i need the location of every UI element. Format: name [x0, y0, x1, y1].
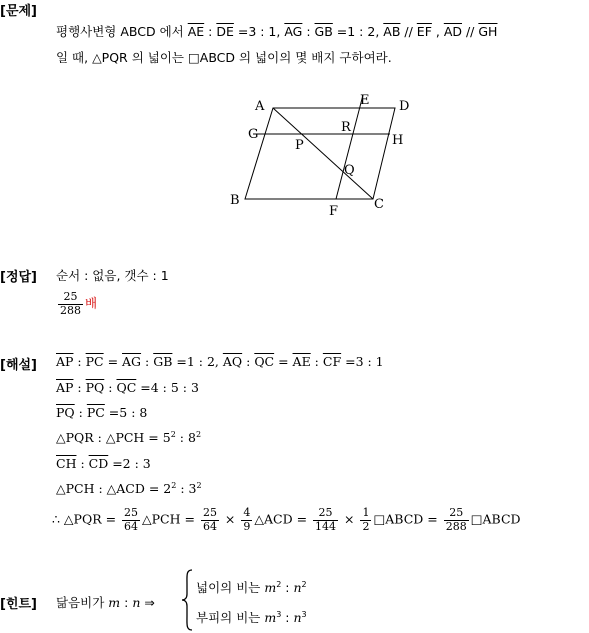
- answer-label: [정답]: [0, 270, 37, 285]
- answer-unit: 배: [85, 295, 98, 311]
- hint-label: [힌트]: [0, 597, 37, 612]
- explanation-line-1: $\overline{AP}$ : $\overline{PC} = \overline{AG}$ : $\overline{GB} =1$ : 2, $\overline{AQ}$ : $\overline{QC} = \overline{AE}$ : $\overline{CF} =3$ : 1: [56, 354, 384, 369]
- problem-line1: 평행사변형 ABCD 에서 $\overline{AE}$ : $\overline{DE} =3$ : 1, $\overline{AG}$ : $\overline{GB} =1$ : 2, $\overline{AB} // \overline{EF}$ , $\overline{AD} // \overline{GH}$: [56, 24, 498, 39]
- label-c: C: [374, 197, 384, 212]
- label-e: E: [360, 93, 370, 108]
- explanation-line-2: $\overline{AP}$ : $\overline{PQ}$ : $\overline{QC} =4$ : 5 : 3: [56, 380, 199, 395]
- explanation-line-4: △PQR : △PCH = $5^2$ : $8^2$: [56, 430, 202, 446]
- label-p: P: [295, 138, 304, 153]
- explanation-final: ∴ △PQR = $\frac{25}{64}$ △PCH = $\frac{25}{64}$ × $\frac{4}{9}$ △ACD = $\frac{25}{144}$ × $\frac{1}{2}$ □ABCD = $\frac{25}{288}$ □ABCD: [52, 506, 521, 533]
- segment-ef: [336, 95, 363, 199]
- label-r: R: [341, 120, 351, 135]
- parallelogram-figure: [225, 88, 425, 218]
- diagonal-ac: [273, 108, 373, 199]
- answer-value: $\frac{25}{288}$ 배: [60, 290, 98, 317]
- explanation-line-3: $\overline{PQ}$ : $\overline{PC} =5$ : 8: [56, 405, 148, 420]
- label-f: F: [329, 204, 339, 218]
- label-b: B: [230, 193, 240, 208]
- problem-line2: 일 때, △PQR 의 넓이는 □ABCD 의 넓이의 몇 배지 구하여라.: [56, 50, 392, 65]
- problem-label: [문제]: [0, 4, 37, 19]
- hint-case-area: 넓이의 비는 $m^2$ : $n^2$: [196, 579, 307, 595]
- label-h: H: [392, 133, 404, 148]
- hint-brace: [180, 568, 194, 632]
- explanation-line-6: △PCH : △ACD = $2^2$ : $3^2$: [56, 481, 202, 497]
- parallelogram-abcd: [245, 108, 395, 199]
- explanation-line-5: $\overline{CH}$ : $\overline{CD} =2$ : 3: [56, 456, 151, 471]
- explanation-label: [해설]: [0, 358, 37, 373]
- hint-case-volume: 부피의 비는 $m^3$ : $n^3$: [196, 609, 307, 625]
- label-q: Q: [344, 163, 355, 178]
- label-d: D: [399, 99, 410, 114]
- hint-text: 닮음비가 m : n ⇒: [56, 595, 155, 610]
- answer-line1: 순서 : 없음, 갯수 : 1: [56, 268, 169, 283]
- label-g: G: [248, 127, 259, 142]
- label-a: A: [255, 99, 265, 114]
